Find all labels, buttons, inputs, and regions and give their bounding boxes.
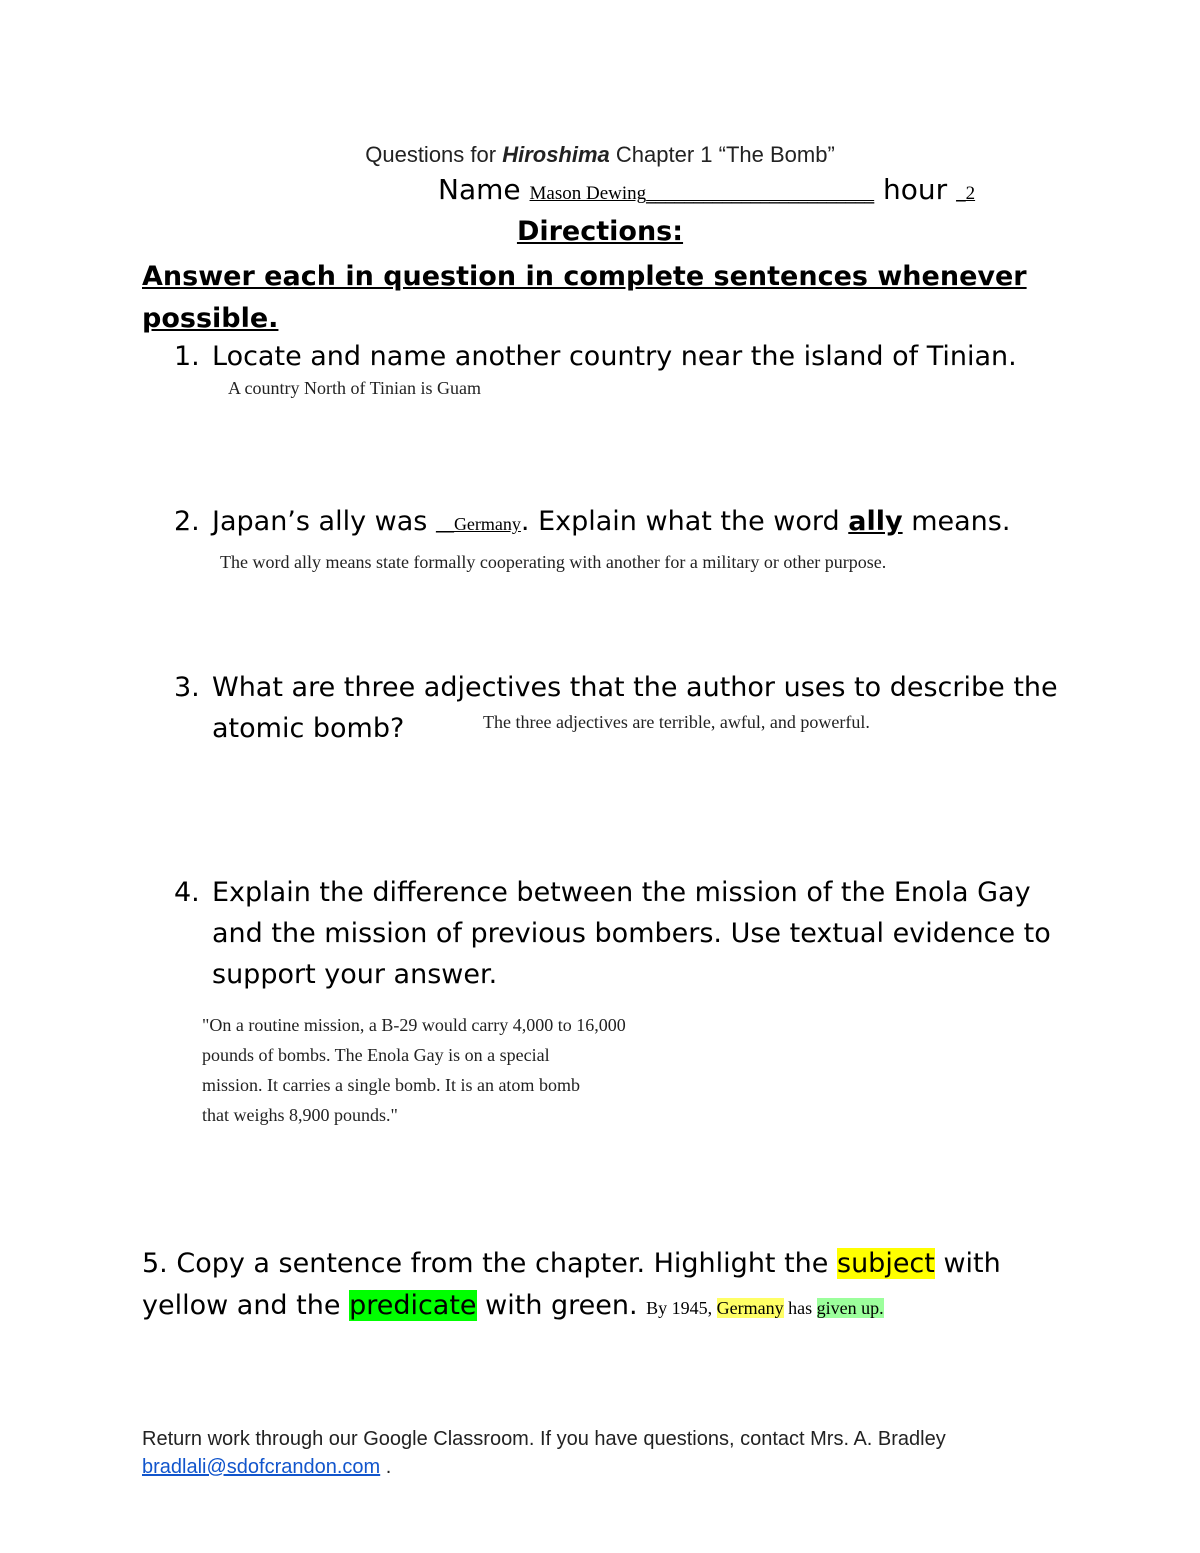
hour-value: _2 xyxy=(956,183,976,204)
page-title: Questions for Hiroshima Chapter 1 “The Bomb” xyxy=(365,142,835,167)
answer-line: pounds of bombs. The Enola Gay is on a special xyxy=(202,1045,550,1065)
subject-highlight: subject xyxy=(837,1248,935,1279)
question-number: 2. xyxy=(174,506,200,537)
email-link[interactable]: bradlali@sdofcrandon.com xyxy=(142,1456,381,1478)
question-text: Locate and name another country near the island of Tinian. xyxy=(212,341,1017,372)
question-text: Japan’s ally was __Germany. Explain what the word ally means. xyxy=(212,506,1011,537)
answer-4 xyxy=(202,1010,722,1130)
question-text: Explain the difference between the mission of the Enola Gay and the mission of previous bombers. Use textual evidence to support your answer. xyxy=(212,877,1051,990)
question-number: 1. xyxy=(174,341,200,372)
name-blank: ________________________ xyxy=(646,182,875,204)
ally-answer-blank: __Germany xyxy=(435,514,521,534)
directions-text: Answer each in question in complete sentences whenever possible. xyxy=(142,261,1027,334)
footer-text: Return work through our Google Classroom. If you have questions, contact Mrs. A. Bradley xyxy=(142,1428,946,1450)
question-text: What are three adjectives that the author uses to describe the atomic bomb? xyxy=(212,672,1058,744)
hour-label: hour xyxy=(874,173,957,206)
directions-heading: Directions: xyxy=(516,216,684,247)
answer-line: mission. It carries a single bomb. It is an atom bomb xyxy=(202,1075,580,1095)
question-5: 5. Copy a sentence from the chapter. Highlight the subject with yellow and the predicate with green. By 1945, Germany has given up. xyxy=(142,1248,1001,1321)
answer-1: A country North of Tinian is Guam xyxy=(228,378,482,398)
book-title: Hiroshima xyxy=(502,142,610,167)
name-value: Mason Dewing xyxy=(529,183,647,204)
predicate-highlight: predicate xyxy=(349,1290,477,1321)
answer-line: "On a routine mission, a B-29 would carry 4,000 to 16,000 xyxy=(202,1015,626,1035)
footer: Return work through our Google Classroom. If you have questions, contact Mrs. A. Bradley bradlali@sdofcrandon.com . xyxy=(142,1425,946,1481)
answer-5: By 1945, Germany has given up. xyxy=(646,1298,884,1318)
answer-2: The word ally means state formally cooperating with another for a military or other purpose. xyxy=(220,552,887,572)
name-label: Name xyxy=(438,173,530,206)
name-hour-line xyxy=(438,173,975,206)
emphasized-word: ally xyxy=(848,506,903,537)
answer-3: The three adjectives are terrible, awful, and powerful. xyxy=(483,712,870,732)
answer-line: that weighs 8,900 pounds." xyxy=(202,1105,398,1125)
example-subject: Germany xyxy=(716,1298,784,1318)
example-predicate: given up. xyxy=(816,1298,884,1318)
question-number: 3. xyxy=(174,672,200,703)
question-number: 4. xyxy=(174,877,200,908)
